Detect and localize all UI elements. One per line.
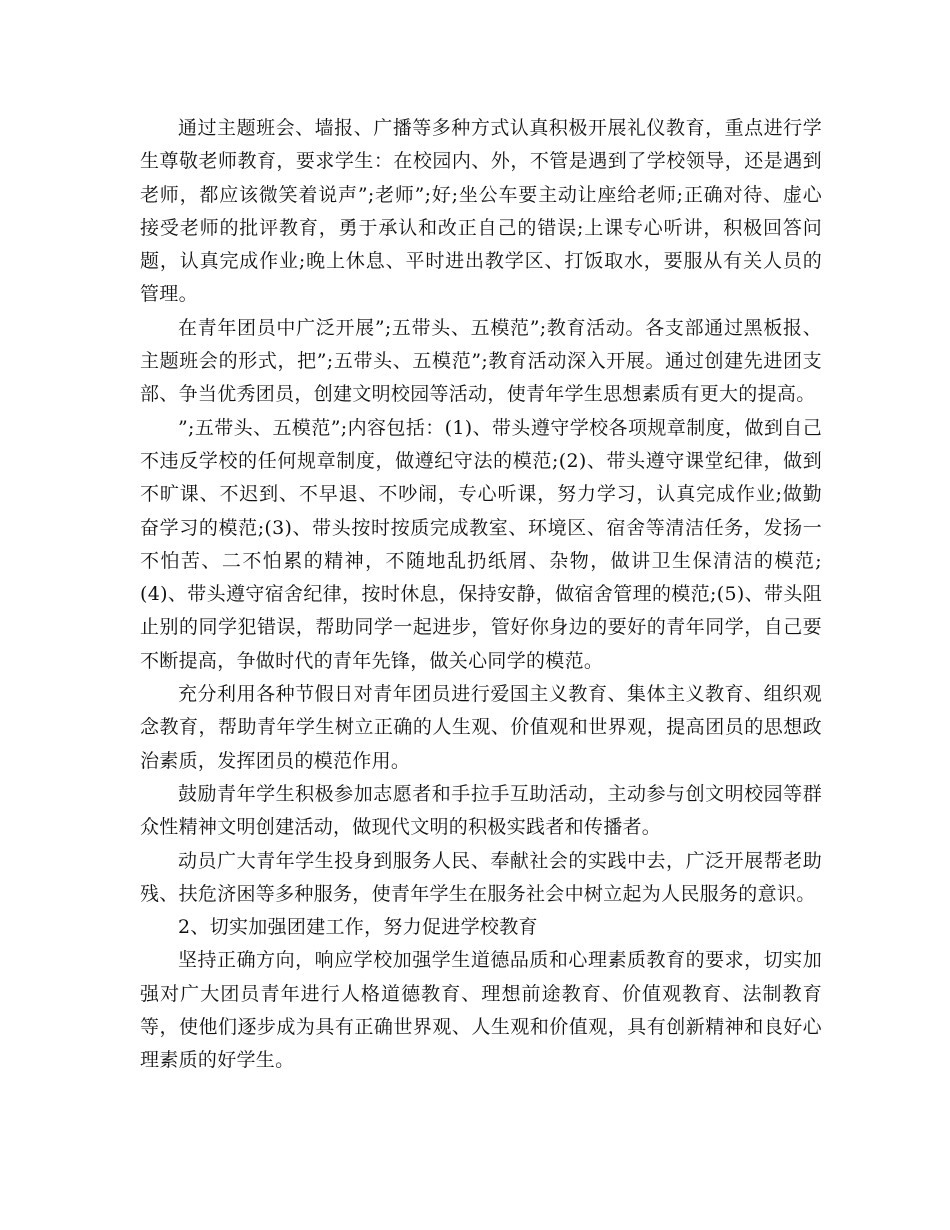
section-heading: 2、切实加强团建工作，努力促进学校教育 bbox=[178, 916, 538, 939]
document-body bbox=[140, 112, 822, 1078]
paragraph-moral-education: 坚持正确方向，响应学校加强学生道德品质和心理素质教育的要求，切实加强对广大团员青年进行人格道德教育、理想前途教育、价值观教育、法制教育等，使他们逐步成为具有正确世界观、人生观和价值观，具有创新精神和良好心理素质的好学生。 bbox=[140, 949, 822, 1072]
paragraph-five-leads-content: ”;五带头、五模范”;内容包括：(1)、带头遵守学校各项规章制度，做到自己不违反学校的任何规章制度，做遵纪守法的模范;(2)、带头遵守课堂纪律，做到不旷课、不迟到、不早退、不吵闹，专心听课，努力学习，认真完成作业;做勤奋学习的模范;(3)、带头按时按质完成教室、环境区、宿舍等清洁任务，发扬一不怕苦、二不怕累的精神，不随地乱扔纸屑、杂物，做讲卫生保清洁的模范;(4)、带头遵守宿舍纪律，按时休息，保持安静，做宿舍管理的模范;(5)、带头阻止别的同学犯错误，帮助同学一起进步，管好你身边的要好的青年同学，自己要不断提高，争做时代的青年先锋，做关心同学的模范。 bbox=[140, 416, 822, 672]
paragraph-volunteer-activity: 鼓励青年学生积极参加志愿者和手拉手互助活动，主动参与创文明校园等群众性精神文明创建活动，做现代文明的积极实践者和传播者。 bbox=[140, 782, 822, 839]
paragraph-holiday-education: 充分利用各种节假日对青年团员进行爱国主义教育、集体主义教育、组织观念教育，帮助青年学生树立正确的人生观、价值观和世界观，提高团员的思想政治素质，发挥团员的模范作用。 bbox=[140, 683, 822, 772]
paragraph-five-leads-activity: 在青年团员中广泛开展”;五带头、五模范”;教育活动。各支部通过黑板报、主题班会的形式，把”;五带头、五模范”;教育活动深入开展。通过创建先进团支部、争当优秀团员，创建文明校园等活动，使青年学生思想素质有更大的提高。 bbox=[140, 316, 822, 406]
paragraph-social-service: 动员广大青年学生投身到服务人民、奉献社会的实践中去，广泛开展帮老助残、扶危济困等多种服务，使青年学生在服务社会中树立起为人民服务的意识。 bbox=[140, 849, 822, 905]
paragraph-etiquette-education: 通过主题班会、墙报、广播等多种方式认真积极开展礼仪教育，重点进行学生尊敬老师教育，要求学生：在校园内、外，不管是遇到了学校领导，还是遇到老师，都应该微笑着说声”;老师”;好;坐公车要主动让座给老师;正确对待、虚心接受老师的批评教育，勇于承认和改正自己的错误;上课专心听讲，积极回答问题，认真完成作业;晚上休息、平时进出教学区、打饭取水，要服从有关人员的管理。 bbox=[140, 117, 822, 306]
